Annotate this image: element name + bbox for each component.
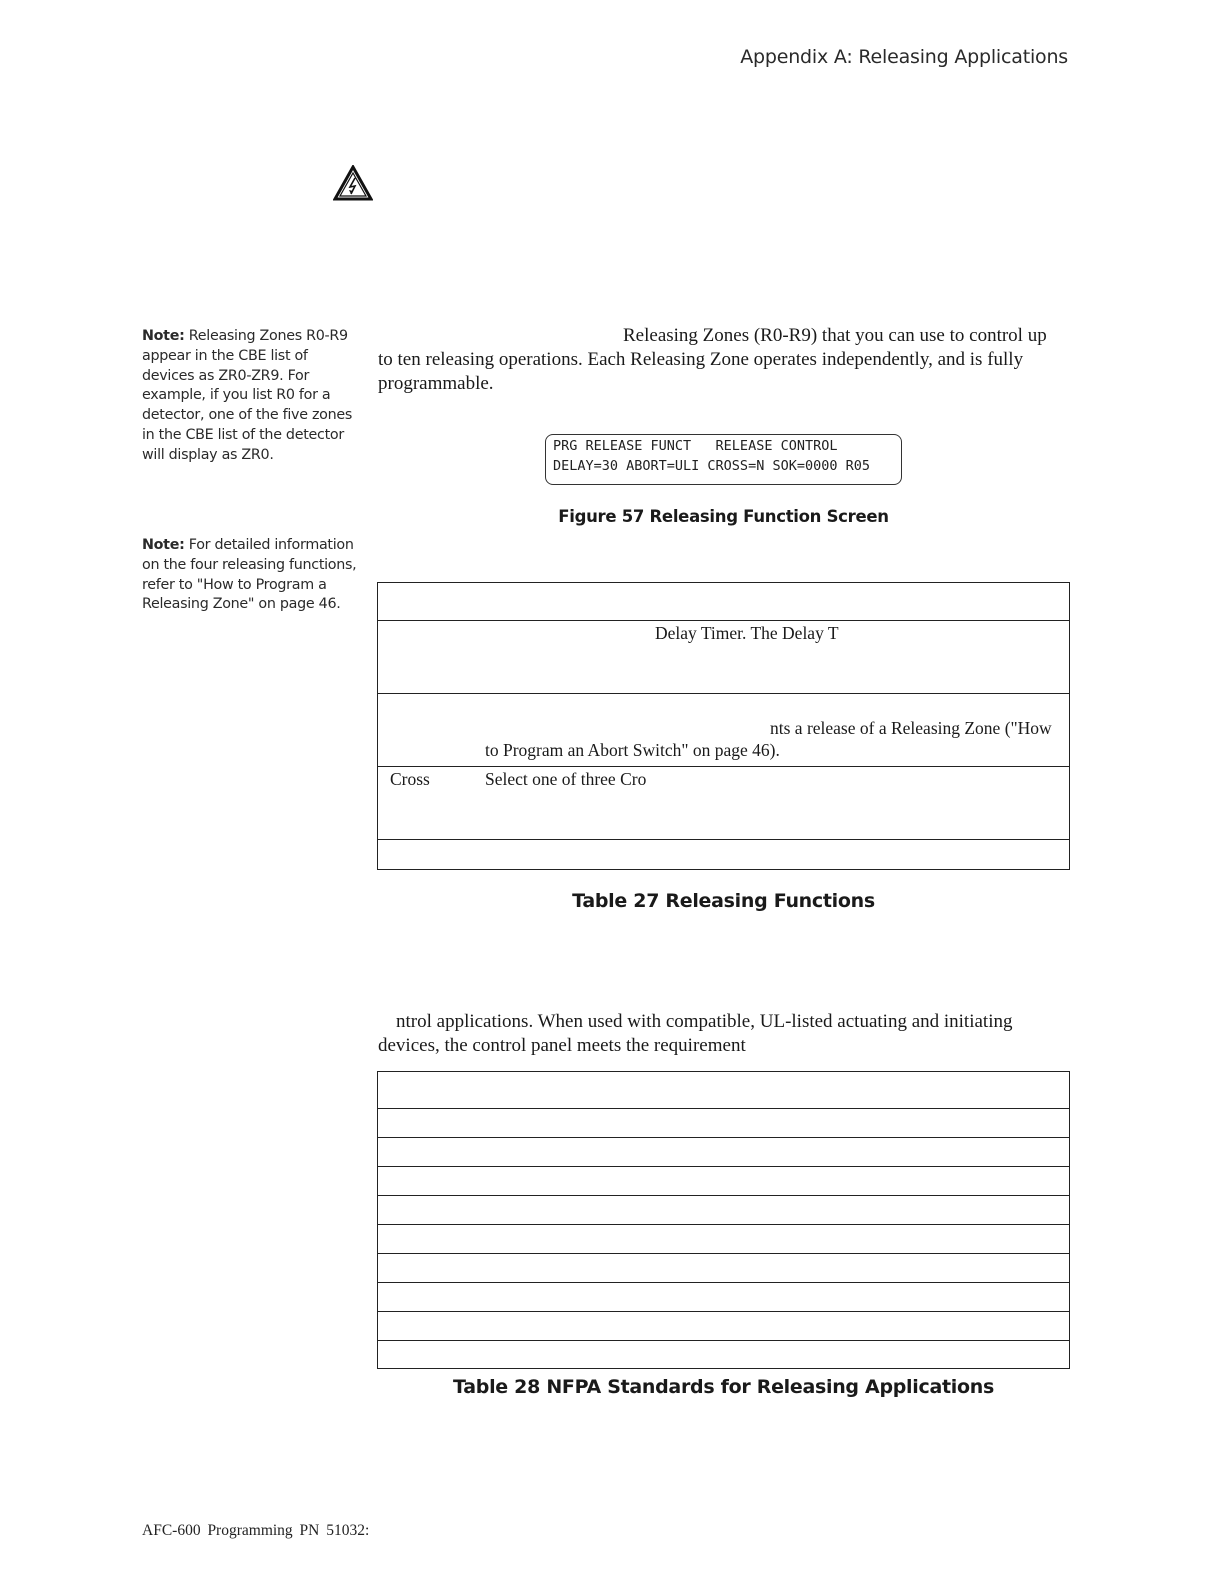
cross-cell-text: Select one of three Cro [485, 769, 647, 789]
table-caption: Table 28 NFPA Standards for Releasing Applications [453, 1376, 994, 1398]
lcd-line-2: DELAY=30 ABORT=ULI CROSS=N SOK=0000 R05 [553, 458, 870, 474]
note-label: Note: [142, 328, 185, 344]
table-row [378, 1138, 1070, 1167]
lcd-line-1: PRG RELEASE FUNCT RELEASE CONTROL [553, 438, 838, 454]
table-row [378, 694, 1070, 767]
table-row [378, 621, 1070, 694]
intro-line-2: to ten releasing operations. Each Releasing Zone operates independently, and is fully [378, 349, 1024, 370]
table-row [378, 840, 1070, 870]
page-footer: AFC-600 Programming PN 51032: [142, 1522, 370, 1539]
side-note-releasing-zones [142, 327, 357, 466]
table-row [378, 1312, 1070, 1341]
abort-cell-text-2: to Program an Abort Switch" on page 46). [485, 740, 780, 760]
table-row [378, 1167, 1070, 1196]
intro-paragraph [378, 324, 1078, 396]
side-note-releasing-functions [142, 536, 357, 615]
lcd-screen [545, 434, 902, 485]
figure-caption: Figure 57 Releasing Function Screen [558, 507, 889, 526]
table-row [378, 1225, 1070, 1254]
table-row [378, 1072, 1070, 1109]
table-row [378, 1254, 1070, 1283]
table-row [378, 583, 1070, 621]
note-text: For detailed information on the four releasing functions, refer to "How to Program a Releasing Zone" on page 46. [142, 537, 357, 613]
nfpa-paragraph [378, 1010, 1078, 1058]
nfpa-line-1: ntrol applications. When used with compatible, UL-listed actuating and initiating [396, 1011, 1013, 1032]
delay-cell-text: Delay Timer. The Delay T [655, 623, 839, 643]
table-row [378, 1283, 1070, 1312]
intro-line-1: Releasing Zones (R0-R9) that you can use to control up [623, 325, 1047, 346]
table-row [378, 1109, 1070, 1138]
table-caption: Table 27 Releasing Functions [572, 890, 875, 912]
table-row [378, 767, 1070, 840]
releasing-functions-table [377, 582, 1070, 870]
abort-cell-text-1: nts a release of a Releasing Zone ("How [770, 718, 1052, 738]
table-row [378, 1341, 1070, 1369]
nfpa-standards-table [377, 1071, 1070, 1369]
high-voltage-warning-icon [333, 165, 373, 201]
cross-label: Cross [390, 769, 430, 789]
intro-line-3: programmable. [378, 373, 494, 394]
note-text: Releasing Zones R0-R9 appear in the CBE list of devices as ZR0-ZR9. For example, if you list R0 for a detector, one of the five zones in the CBE list of the detector will display as ZR0. [142, 328, 352, 463]
table-row [378, 1196, 1070, 1225]
note-label: Note: [142, 537, 185, 553]
nfpa-line-2: devices, the control panel meets the requirement [378, 1035, 746, 1056]
page-header: Appendix A: Releasing Applications [740, 46, 1068, 68]
